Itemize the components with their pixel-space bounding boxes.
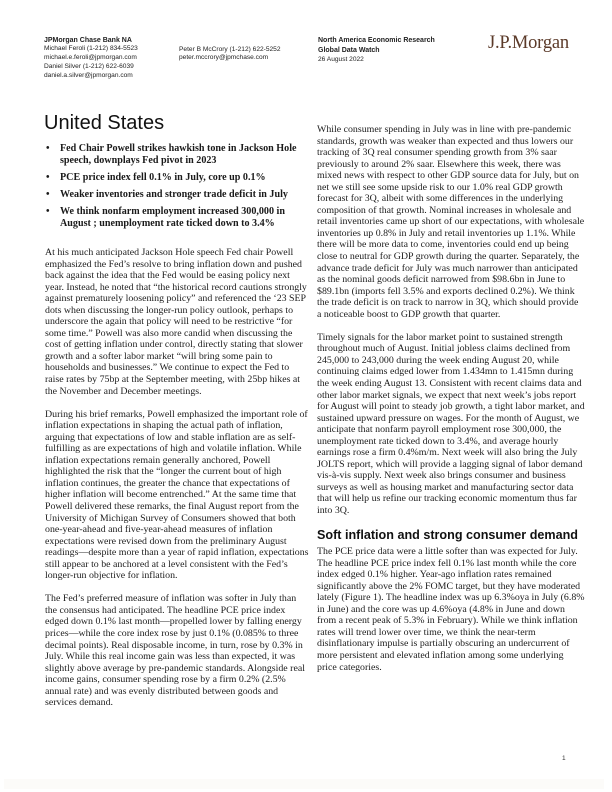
body-paragraph: At his much anticipated Jackson Hole speech Fed chair Powell emphasized the Fed’s resolve to bring inflation down and pushed back against the idea that the Fed would be easing policy next year. Instead, he noted that “the historical record cautions strongly against prematurely loosening policy” and referenced the ‘23 SEP dots when discussing the longer-run policy outlook, perhaps to underscore the again that policy will need to be restrictive “for some time.” Powell was also more candid when discussing the cost of getting inflation under control, directly stating that slower growth and a softer labor market “will bring some pain to households and businesses.” We continue to expect the Fed to raise rates by 75bp at the September meeting, with 25bp hikes at the November and December meetings.: [45, 247, 307, 397]
key-point: • Fed Chair Powell strikes hawkish tone in Jackson Hole speech, downplays Fed pivot in 2023: [46, 143, 297, 167]
key-point: • PCE price index fell 0.1% in July, core up 0.1%: [46, 172, 266, 183]
body-paragraph: Timely signals for the labor market point to sustained strength throughout much of August. Initial jobless claims declined from 245,000 to 243,000 during the week ending August 20, while continuing claims edged lower from 1.434mn to 1.415mn during the week ending August 13. Consistent with recent claims data and other labor market signals, we expect that next week’s jobs report for August will point to steady job growth, a tight labor market, and sustained upward pressure on wages. For the month of August, we anticipate that nonfarm payroll employment rose 300,000, the unemployment rate ticked down to 3.4%, and average hourly earnings rose a firm 0.4%m/m. Next week will also bring the July JOLTS report, which will provide a lagging signal of labor demand vis-à-vis supply. Next week also brings consumer and business surveys as well as housing market and manufacturing sector data that will help us refine our tracking economic momentum thus far into 3Q.: [317, 331, 585, 516]
left-column: [45, 247, 310, 720]
author-block-middle: [179, 46, 281, 63]
publication-block: [318, 37, 435, 64]
key-point: • We think nonfarm employment increased 300,000 in August ; unemployment rate ticked down to 3.4%: [46, 205, 285, 229]
author-name-phone: Daniel Silver (1-212) 622-6039: [44, 63, 134, 71]
right-column: [317, 124, 585, 685]
author-name-phone: Michael Feroli (1-212) 834-5523: [44, 45, 138, 53]
bullet-icon: •: [46, 172, 50, 183]
page-title: United States: [44, 112, 165, 134]
author-name-phone: Peter B McCrory (1-212) 622-5252: [179, 45, 281, 53]
author-email[interactable]: michael.e.feroli@jpmorgan.com: [44, 53, 137, 61]
section-heading: Soft inflation and strong consumer demand: [317, 528, 578, 543]
body-paragraph: While consumer spending in July was in line with pre-pandemic standards, growth was weaker than expected and thus lowers our tracking of 3Q real consumer spending growth from 3% saar previously to around 2% saar. Elsewhere this week, there was mixed news with respect to other GDP source data for July, but on net we still see some upside risk to our 1.0% real GDP growth forecast for 3Q, albeit with some differences in the underlying composition of that growth. Nominal increases in wholesale and retail inventories came up short of our expectations, with wholesale inventories up 0.8% in July and retail inventories up 1.1%. While there will be more data to come, inventories could end up being close to neutral for GDP growth during the quarter. Separately, the advance trade deficit for July was much narrower than anticipated as the nominal goods deficit narrowed from $98.6bn in June to $89.1bn (imports fell 3.5% and exports declined 0.2%). We think the trade deficit is on track to narrow in 3Q, which should provide a noticeable boost to GDP growth that quarter.: [317, 124, 585, 320]
footer-band: [4, 779, 604, 789]
body-paragraph: The Fed’s preferred measure of inflation was softer in July than the consensus had anticipated. The headline PCE price index edged down 0.1% last month—propelled lower by falling energy prices—while the core index rose by just 0.1% (0.085% to three decimal points). Real disposable income, in turn, rose by 0.3% in July. While this real income gain was less than expected, it was slightly above average by pre-pandemic standards. Alongside real income gains, consumer spending rose by a firm 0.2% (2.5% annual rate) and was evenly distributed between goods and services demand.: [45, 593, 305, 709]
jpmorgan-logo: J.P.Morgan: [488, 33, 569, 53]
key-point: • Weaker inventories and stronger trade deficit in July: [46, 188, 288, 200]
body-paragraph: The PCE price data were a little softer than was expected for July. The headline PCE price index fell 0.1% last month while the core index edged 0.1% higher. Year-ago inflation rates remained significantly above the 2% FOMC target, but they have moderated lately (Figure 1). The headline index was up 6.3%oya in July (6.8% in June) and the core was up 4.6%oya (4.8% in June and down from a recent peak of 5.3% in February). While we think inflation rates will trend lower over time, we think the near-term disinflationary impulse is partially obscuring an undercurrent of more persistent and elevated inflation among some underlying price categories.: [317, 546, 585, 673]
body-paragraph: During his brief remarks, Powell emphasized the important role of inflation expectations in shaping the actual path of inflation, arguing that expectations of low and stable inflation are as self-fulfilling as are expectations of high and volatile inflation. While inflation expectations remain generally anchored, Powell highlighted the risk that the “longer the current bout of high inflation continues, the greater the chance that expectations of higher inflation will become entrenched.” At the same time that Powell delivered these remarks, the final August report from the University of Michigan Survey of Consumers showed that both one-year-ahead and five-year-ahead measures of inflation expectations were revised down from the preliminary August readings—despite more than a year of rapid inflation, expectations still appear to be anchored at a level consistent with the Fed’s longer-run objective for inflation.: [45, 408, 309, 582]
author-email[interactable]: daniel.a.silver@jpmorgan.com: [44, 71, 133, 79]
publication-name: Global Data Watch: [318, 47, 380, 55]
author-email[interactable]: peter.mccrory@jpmchase.com: [179, 53, 269, 61]
entity-name: JPMorgan Chase Bank NA: [44, 37, 132, 44]
department-name: North America Economic Research: [318, 37, 435, 44]
bullet-icon: •: [46, 205, 50, 217]
page-number: 1: [562, 755, 566, 762]
key-points-list: [44, 143, 314, 235]
bullet-icon: •: [46, 143, 50, 154]
author-block-left: [44, 37, 138, 80]
bullet-icon: •: [46, 188, 50, 200]
publication-date: 26 August 2022: [318, 55, 364, 63]
